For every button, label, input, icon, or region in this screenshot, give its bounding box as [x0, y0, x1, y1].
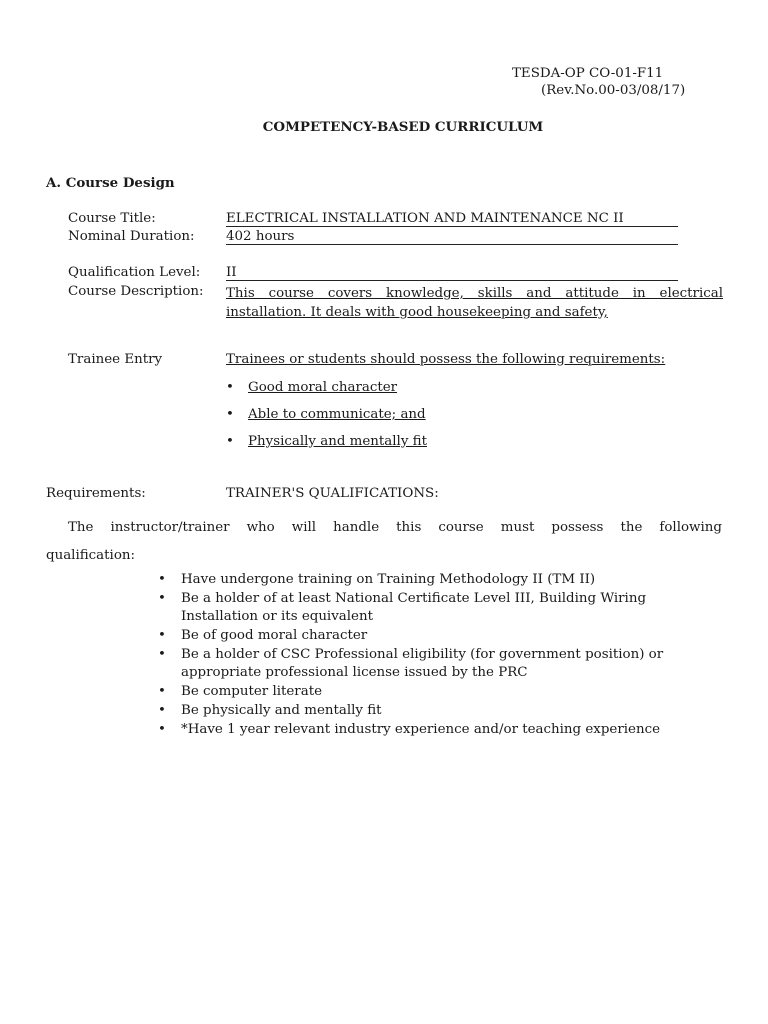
list-item: • Able to communicate; and	[226, 407, 426, 422]
list-item: • Good moral character	[226, 380, 398, 395]
bullet-icon: •	[158, 647, 166, 662]
description-label: Course Description:	[68, 284, 204, 299]
paragraph-line-1: The instructor/trainer who will handle this course must possess the following	[68, 520, 722, 535]
requirements-label: Requirements:	[46, 486, 146, 501]
list-item: • Have undergone training on Training Methodology II (TM II)	[158, 572, 596, 587]
course-title-value	[226, 211, 678, 227]
duration-value	[226, 229, 678, 245]
course-title-text: ELECTRICAL INSTALLATION AND MAINTENANCE NC II	[226, 211, 624, 226]
bullet-icon: •	[158, 703, 166, 718]
description-value	[226, 284, 723, 322]
trainee-entry-label: Trainee Entry	[68, 352, 163, 367]
page-title: COMPETENCY-BASED CURRICULUM	[262, 119, 544, 135]
list-item: • *Have 1 year relevant industry experience and/or teaching experience	[158, 722, 661, 737]
section-heading: A. Course Design	[46, 175, 175, 191]
qualifications-list	[158, 571, 663, 740]
trainee-entry-heading: Trainees or students should possess the following requirements:	[226, 352, 666, 367]
qual-level-label: Qualification Level:	[68, 265, 201, 280]
requirements-paragraph	[46, 514, 722, 570]
paragraph-line-2: qualification:	[46, 548, 136, 563]
qual-level-value	[226, 265, 678, 281]
list-item: • Be a holder of at least National Certificate Level III, Building Wiring Installation or its equivalent	[158, 591, 647, 624]
list-item: • Be of good moral character	[158, 628, 368, 643]
bullet-icon: •	[226, 407, 234, 422]
course-title-label: Course Title:	[68, 211, 156, 226]
bullet-icon: •	[226, 434, 234, 449]
doc-code: TESDA-OP CO-01-F11	[512, 66, 664, 81]
qual-level-text: II	[226, 265, 237, 280]
bullet-icon: •	[158, 684, 166, 699]
trainee-entry-list	[226, 380, 427, 461]
list-item: • Be computer literate	[158, 684, 323, 699]
bullet-icon: •	[158, 628, 166, 643]
description-line-1: This course covers knowledge, skills and attitude in electrical	[226, 286, 723, 301]
list-item: • Be physically and mentally fit	[158, 703, 382, 718]
bullet-icon: •	[158, 722, 166, 737]
bullet-icon: •	[158, 591, 166, 606]
description-line-2: installation. It deals with good housekeeping and safety,	[226, 305, 608, 320]
duration-text: 402 hours	[226, 229, 295, 244]
bullet-icon: •	[158, 572, 166, 587]
bullet-icon: •	[226, 380, 234, 395]
duration-label: Nominal Duration:	[68, 229, 195, 244]
list-item: • Be a holder of CSC Professional eligibility (for government position) or appropriate professional license issued by the PRC	[158, 647, 664, 680]
doc-revision: (Rev.No.00-03/08/17)	[541, 83, 686, 98]
list-item: • Physically and mentally fit	[226, 434, 427, 449]
requirements-heading: TRAINER'S QUALIFICATIONS:	[226, 486, 439, 501]
